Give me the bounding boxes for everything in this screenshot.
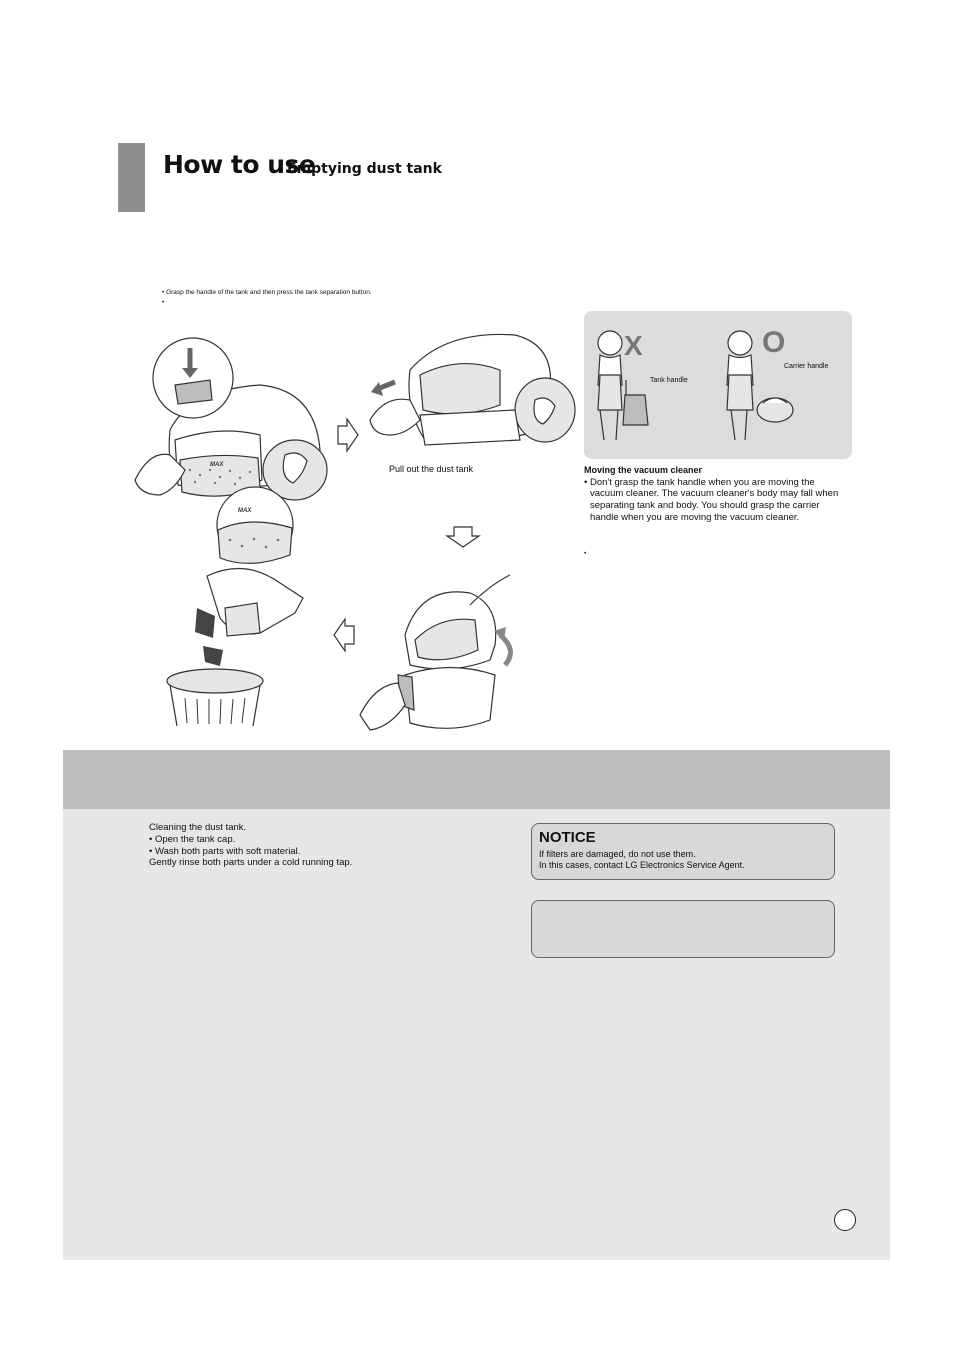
pull-out-tank-illustration [365, 330, 580, 460]
empty-into-bin-illustration [165, 558, 310, 726]
moving-note-heading: Moving the vacuum cleaner [584, 465, 703, 475]
wrong-mark-icon: X [624, 330, 643, 361]
right-carry-figure [715, 325, 800, 450]
right-mark-icon: O [762, 326, 786, 359]
cleaning-section-header [63, 750, 890, 809]
cleaning-instruction: • Wash both parts with soft material. [149, 846, 301, 857]
moving-note-line: • Don't grasp the tank handle when you are moving the [584, 477, 815, 488]
arrow-down-icon [446, 526, 480, 548]
cleaning-instruction: Gently rinse both parts under a cold running tap. [149, 857, 353, 868]
tank-separation-illustration [130, 330, 340, 560]
open-tank-cap-illustration [360, 565, 520, 735]
moving-note-line: handle when you are moving the vacuum cleaner. [590, 512, 800, 523]
cleaning-instruction: Cleaning the dust tank. [149, 822, 247, 833]
page-title: How to use [163, 150, 316, 179]
page-subtitle: Emptying dust tank [287, 161, 442, 177]
notice-line: If filters are damaged, do not use them. [539, 849, 696, 859]
carrier-handle-label: Carrier handle [784, 363, 829, 370]
pull-caption: Pull out the dust tank [389, 464, 474, 474]
step-instruction-2: • [162, 299, 165, 306]
page-number-badge [834, 1209, 856, 1231]
moving-note-bullet: • [584, 550, 587, 557]
empty-note-box [531, 900, 835, 958]
notice-title: NOTICE [539, 829, 596, 846]
section-marker-bar [118, 143, 145, 212]
step-instruction: • Grasp the handle of the tank and then press the tank separation button. [162, 289, 372, 296]
arrow-left-icon [333, 618, 355, 652]
moving-note-line: separating tank and body. You should grasp the carrier [590, 500, 820, 511]
notice-line: In this cases, contact LG Electronics Service Agent. [539, 860, 745, 870]
max-logo-zoom: MAX [238, 508, 252, 514]
max-logo: MAX [210, 462, 224, 468]
arrow-right-icon [337, 418, 359, 452]
tank-handle-label: Tank handle [650, 377, 688, 384]
moving-note-line: vacuum cleaner. The vacuum cleaner's body may fall when [590, 488, 839, 499]
cleaning-instruction: • Open the tank cap. [149, 834, 236, 845]
